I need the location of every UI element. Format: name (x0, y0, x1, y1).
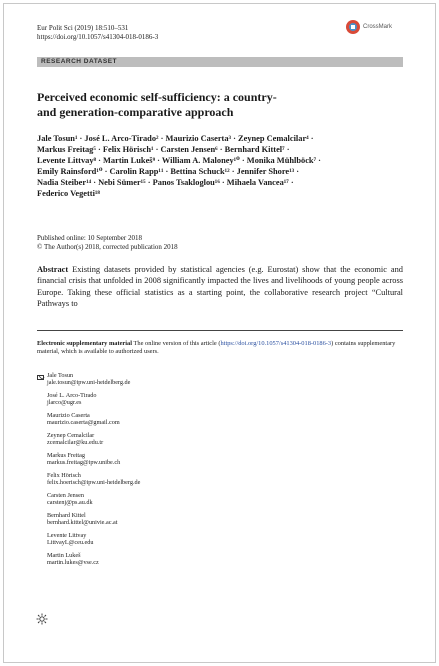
title-line-1: Perceived economic self-sufficiency: a country- (37, 90, 277, 104)
abstract-heading: Abstract (37, 265, 69, 274)
contact-name: Jale Tosun (47, 372, 74, 379)
contact-email[interactable]: jlarco@ugr.es (47, 399, 82, 407)
author-line: Nadia Steiber¹⁴ · Nebi Sümer¹⁵ · Panos Tsakloglou¹⁶ · Mihaela Vancea¹⁷ · (37, 177, 294, 187)
author-list (37, 134, 407, 199)
contact-name: Carsten Jensen (47, 492, 84, 499)
title-line-2: and generation-comparative approach (37, 105, 234, 119)
envelope-icon (37, 375, 44, 380)
contact-email[interactable]: bernhard.kittel@univie.ac.at (47, 519, 118, 527)
contact-entry (47, 372, 387, 387)
contact-name: Maurizio Caserta (47, 412, 90, 419)
contact-email[interactable]: maurizio.caserta@gmail.com (47, 419, 120, 427)
author-line: Markus Freitag⁵ · Felix Hörisch¹ · Carsten Jensen⁶ · Bernhard Kittel⁷ · (37, 144, 290, 154)
contact-entry (47, 492, 387, 507)
supplementary-link[interactable]: https://doi.org/10.1057/s41304-018-0186-3 (220, 340, 332, 347)
crossmark-badge[interactable] (346, 20, 392, 34)
contact-name: Levente Littvay (47, 532, 87, 539)
contact-email[interactable]: zcemalcilar@ku.edu.tr (47, 439, 104, 447)
supplementary-heading: Electronic supplementary material (37, 340, 133, 347)
contact-entry (47, 432, 387, 447)
contact-entry (47, 452, 387, 467)
contact-name: Bernhard Kittel (47, 512, 86, 519)
journal-doi[interactable]: https://doi.org/10.1057/s41304-018-0186-3 (37, 33, 159, 41)
author-line: Emily Rainsford¹⁰ · Carolin Rapp¹¹ · Bettina Schuck¹² · Jennifer Shore¹³ · (37, 166, 300, 176)
contact-list (47, 372, 387, 572)
published-date: Published online: 10 September 2018 (37, 234, 142, 242)
contact-email[interactable]: jale.tosun@ipw.uni-heidelberg.de (47, 379, 131, 387)
contact-email[interactable]: carstenj@ps.au.dk (47, 499, 93, 507)
contact-entry (47, 532, 387, 547)
footnote-divider (37, 330, 403, 331)
contact-name: Zeynep Cemalcilar (47, 432, 95, 439)
author-line: Federico Vegetti¹⁸ (37, 188, 100, 198)
journal-header (37, 24, 158, 42)
author-line: Jale Tosun¹ · José L. Arco-Tirado² · Maurizio Caserta³ · Zeynep Cemalcilar⁴ · (37, 134, 314, 143)
publication-info (37, 234, 178, 252)
article-title (37, 90, 397, 120)
contact-entry (47, 472, 387, 487)
supplementary-text-after: ) contains supplementary material, which is available to authorized users. (37, 340, 396, 355)
contact-email[interactable]: markus.freitag@ipw.unibe.ch (47, 459, 121, 467)
contact-name: Markus Freitag (47, 452, 85, 459)
supplementary-note (37, 340, 403, 356)
contact-name: José L. Arco-Tirado (47, 392, 97, 399)
contact-name: Felix Hörisch (47, 472, 81, 479)
contact-email[interactable]: martin.lukes@vse.cz (47, 559, 99, 567)
contact-entry (47, 552, 387, 567)
supplementary-text-before: The online version of this article ( (132, 340, 221, 347)
section-label: RESEARCH DATASET (37, 57, 403, 67)
contact-name: Martin Lukeš (47, 552, 81, 559)
contact-entry (47, 512, 387, 527)
journal-citation: Eur Polit Sci (2019) 18:510–531 (37, 24, 129, 32)
contact-entry (47, 412, 387, 427)
crossmark-icon (346, 20, 360, 34)
contact-email[interactable]: felix.hoerisch@ipw.uni-heidelberg.de (47, 479, 141, 487)
contact-entry (47, 392, 387, 407)
springer-horse-icon (36, 613, 48, 625)
abstract (37, 264, 403, 310)
author-line: Levente Littvay⁸ · Martin Lukeš⁹ · William A. Maloney¹⁰ · Monika Mühlböck⁷ · (37, 155, 321, 165)
abstract-text: Existing datasets provided by statistical agencies (e.g. Eurostat) show that the economic and financial crisis that unfolded in 2008 significantly impacted the lives and livelihoods of young people across Europe. Taking these official statistics as a starting point, the collaborative research project “Cultural Pathways to (37, 265, 403, 309)
crossmark-label: CrossMark (363, 24, 393, 30)
contact-email[interactable]: LittvayL@ceu.edu (47, 539, 94, 547)
copyright-notice: © The Author(s) 2018, corrected publication 2018 (37, 243, 178, 251)
